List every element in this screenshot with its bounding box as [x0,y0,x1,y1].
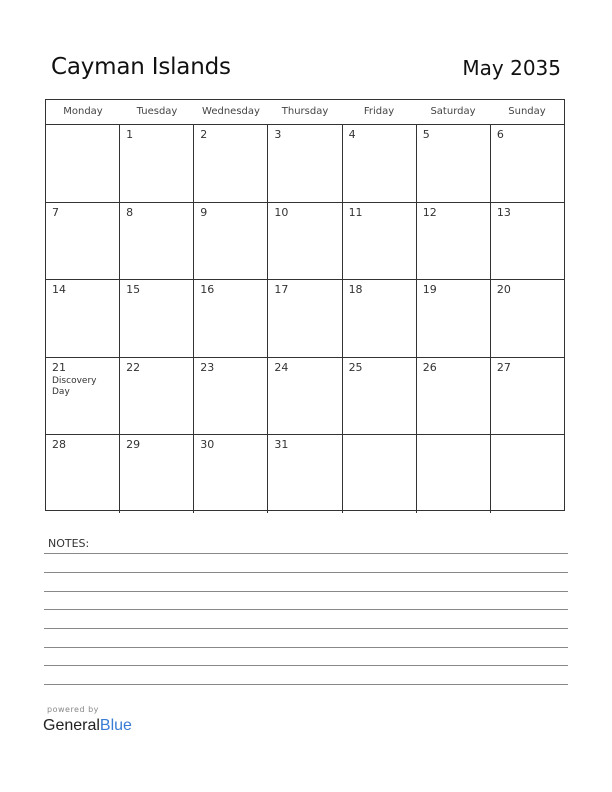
day-cell [120,280,194,357]
week-row [46,125,564,203]
day-number: 9 [200,205,208,219]
weekday-label: Sunday [508,106,546,117]
day-cell [491,280,564,357]
day-number: 13 [496,205,511,219]
day-cell [343,435,417,513]
day-number: 22 [126,360,141,374]
notes-label: NOTES: [48,537,90,550]
day-number: 25 [348,360,363,374]
weeks-container [46,125,564,513]
day-number: 26 [422,360,437,374]
week-row [46,203,564,281]
day-cell [194,280,268,357]
day-cell [491,435,564,513]
day-cell [46,280,120,357]
weekday-label: Saturday [430,106,476,117]
day-cell [194,358,268,435]
weekday-label: Wednesday [202,106,260,117]
day-cell [194,203,268,280]
day-number: 11 [348,205,363,219]
day-cell [417,280,491,357]
month-year-title: May 2035 [462,56,561,80]
note-line [44,572,568,573]
day-cell [343,125,417,202]
weekday-label: Friday [363,106,395,117]
day-cell [120,125,194,202]
day-number: 23 [200,360,215,374]
day-cell [417,435,491,513]
day-cell [268,125,342,202]
day-cell [343,358,417,435]
day-cell [343,280,417,357]
note-line [44,591,568,592]
day-cell [46,203,120,280]
brand-logo [43,717,132,735]
day-cell [120,435,194,513]
day-cell [194,125,268,202]
day-number: 17 [274,283,289,297]
day-cell [120,358,194,435]
weekday-label: Monday [63,106,103,117]
day-cell [491,203,564,280]
holiday-label: Discovery Day [52,375,97,397]
day-number: 18 [348,283,363,297]
note-line [44,609,568,610]
weekday-label: Thursday [281,106,329,117]
day-cell [417,125,491,202]
day-number: 28 [52,438,66,452]
day-cell [343,203,417,280]
day-number: 31 [274,438,289,452]
day-cell [491,358,564,435]
note-line [44,647,568,648]
calendar-grid [45,99,565,511]
day-number: 21 [52,360,66,374]
day-number: 30 [200,438,215,452]
note-line [44,684,568,685]
day-number: 3 [274,128,282,141]
brand-blue: Blue [99,717,132,734]
day-number: 10 [274,205,289,219]
day-cell [417,358,491,435]
week-row [46,358,564,436]
note-line [44,628,568,629]
day-number: 20 [496,283,511,297]
day-cell [491,125,564,202]
day-number: 8 [126,205,134,219]
day-number: 12 [422,205,437,219]
day-cell [46,358,120,435]
day-cell [194,435,268,513]
note-line [44,553,568,554]
note-line [44,665,568,666]
day-cell [46,435,120,513]
week-row [46,280,564,358]
day-number: 15 [126,283,141,297]
day-cell [268,358,342,435]
day-number: 16 [200,283,215,297]
day-cell [268,435,342,513]
day-number: 19 [422,283,437,297]
week-row [46,435,564,513]
day-cell [268,203,342,280]
country-title: Cayman Islands [51,54,231,80]
day-number: 14 [52,283,66,297]
day-number: 29 [126,438,141,452]
weekday-header-row [46,100,564,125]
day-cell [120,203,194,280]
day-number: 27 [496,360,511,374]
day-cell [417,203,491,280]
day-cell [268,280,342,357]
day-number: 4 [348,128,356,141]
day-number: 1 [126,128,134,141]
day-number: 6 [496,128,504,141]
day-number: 5 [422,128,430,141]
powered-by-label: powered by [47,705,99,714]
weekday-label: Tuesday [136,106,178,117]
brand-general: General [43,717,100,734]
day-number: 7 [52,205,59,219]
day-number: 2 [200,128,208,141]
day-number: 24 [274,360,289,374]
day-cell [46,125,120,202]
